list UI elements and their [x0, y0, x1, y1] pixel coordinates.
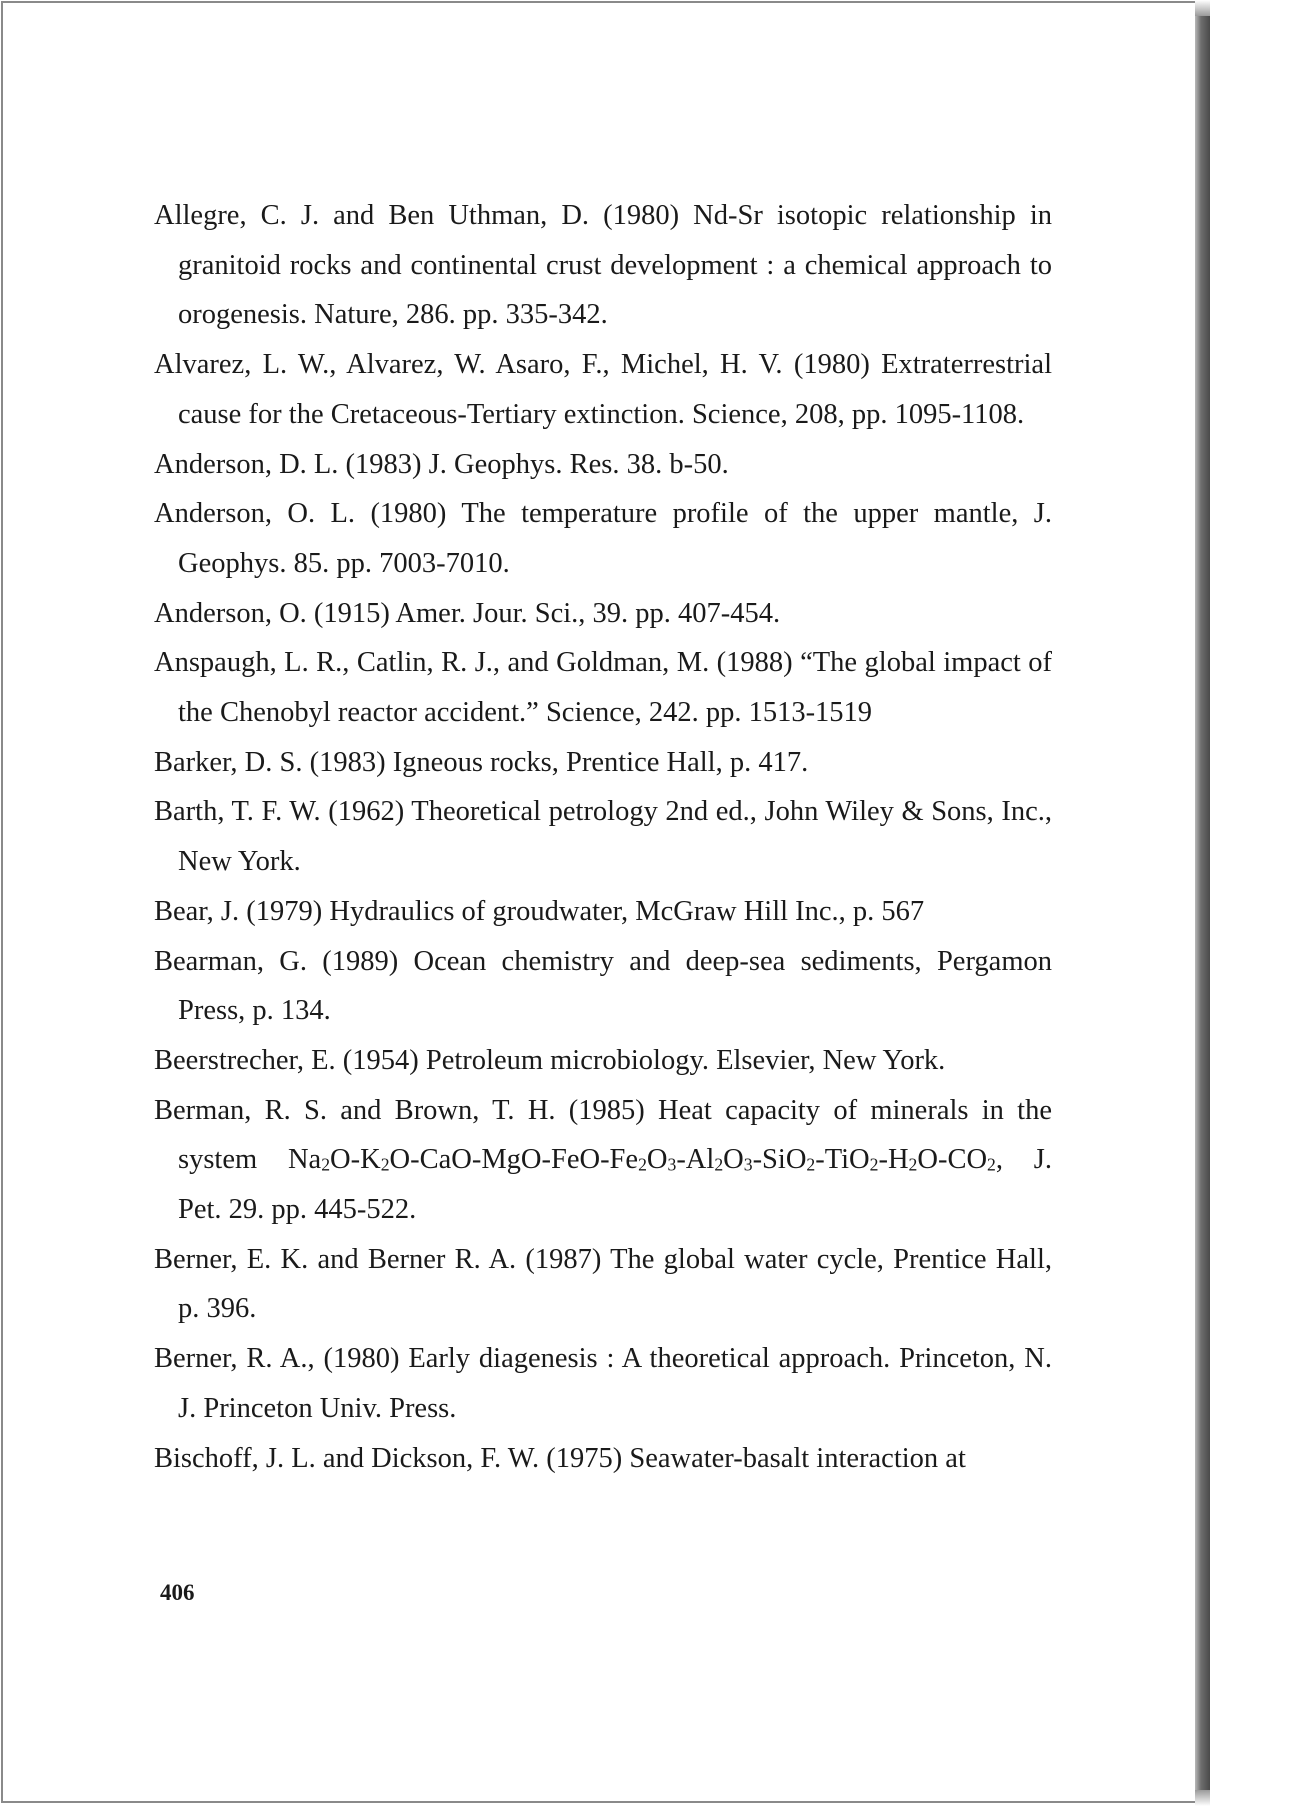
reference-entry: Barth, T. F. W. (1962) Theoretical petrology 2nd ed., John Wiley & Sons, Inc., New York. [154, 796, 1052, 878]
reference-list [154, 191, 1052, 1483]
reference-entry: Bear, J. (1979) Hydraulics of groudwater, McGraw Hill Inc., p. 567 [154, 895, 925, 927]
page-edge-bottom [1195, 1790, 1210, 1806]
reference-text: , J. Pet. 29. pp. 445-522. [178, 1144, 1053, 1226]
reference-entry: Anderson, O. L. (1980) The temperature profile of the upper mantle, J. Geophys. 85. pp. 7003-7010. [154, 498, 1052, 579]
reference-entry: Beerstrecher, E. (1954) Petroleum microbiology. Elsevier, New York. [154, 1044, 946, 1076]
reference-entry: Barker, D. S. (1983) Igneous rocks, Prentice Hall, p. 417. [154, 746, 809, 778]
page-number: 406 [160, 1580, 195, 1605]
reference-entry: Berner, R. A., (1980) Early diagenesis : A theoretical approach. Princeton, N. J. Princeton Univ. Press. [154, 1343, 1052, 1424]
reference-entry: Berner, E. K. and Berner R. A. (1987) The global water cycle, Prentice Hall, p. 396. [154, 1243, 1052, 1325]
reference-entry: Anspaugh, L. R., Catlin, R. J., and Goldman, M. (1988) “The global impact of the Chenobyl reactor accident.” Science, 242. pp. 1513-1519 [154, 647, 1052, 729]
reference-entry: Allegre, C. J. and Ben Uthman, D. (1980) Nd-Sr isotopic relationship in granitoid rocks and continental crust development : a chemical approach to orogenesis. Nature, 286. pp. 335-342. [154, 200, 1052, 331]
reference-entry: Bischoff, J. L. and Dickson, F. W. (1975) Seawater-basalt interaction at [154, 1442, 966, 1474]
reference-entry: Alvarez, L. W., Alvarez, W. Asaro, F., Michel, H. V. (1980) Extraterrestrial cause for the Cretaceous-Tertiary extinction. Science, 208, pp. 1095-1108. [154, 349, 1052, 430]
reference-entry: Bearman, G. (1989) Ocean chemistry and deep-sea sediments, Pergamon Press, p. 134. [154, 945, 1052, 1027]
reference-text: Berman, R. S. and Brown, T. H. (1985) Heat capacity of minerals in the system [154, 1094, 1052, 1176]
reference-entry: Anderson, O. (1915) Amer. Jour. Sci., 39. pp. 407-454. [154, 597, 781, 629]
page-edge-top [1195, 0, 1210, 16]
reference-entry: Anderson, D. L. (1983) J. Geophys. Res. 38. b-50. [154, 448, 729, 480]
reference-entry-with-formula [154, 1086, 1052, 1235]
chemical-formula: $Na_2O-K_2O-CaO-MgO-FeO-Fe_2O_3-Al_2O_3-SiO_2-TiO_2-H_2O-CO_2$ [287, 1144, 996, 1176]
page-edge-shadow [1195, 2, 1210, 1804]
